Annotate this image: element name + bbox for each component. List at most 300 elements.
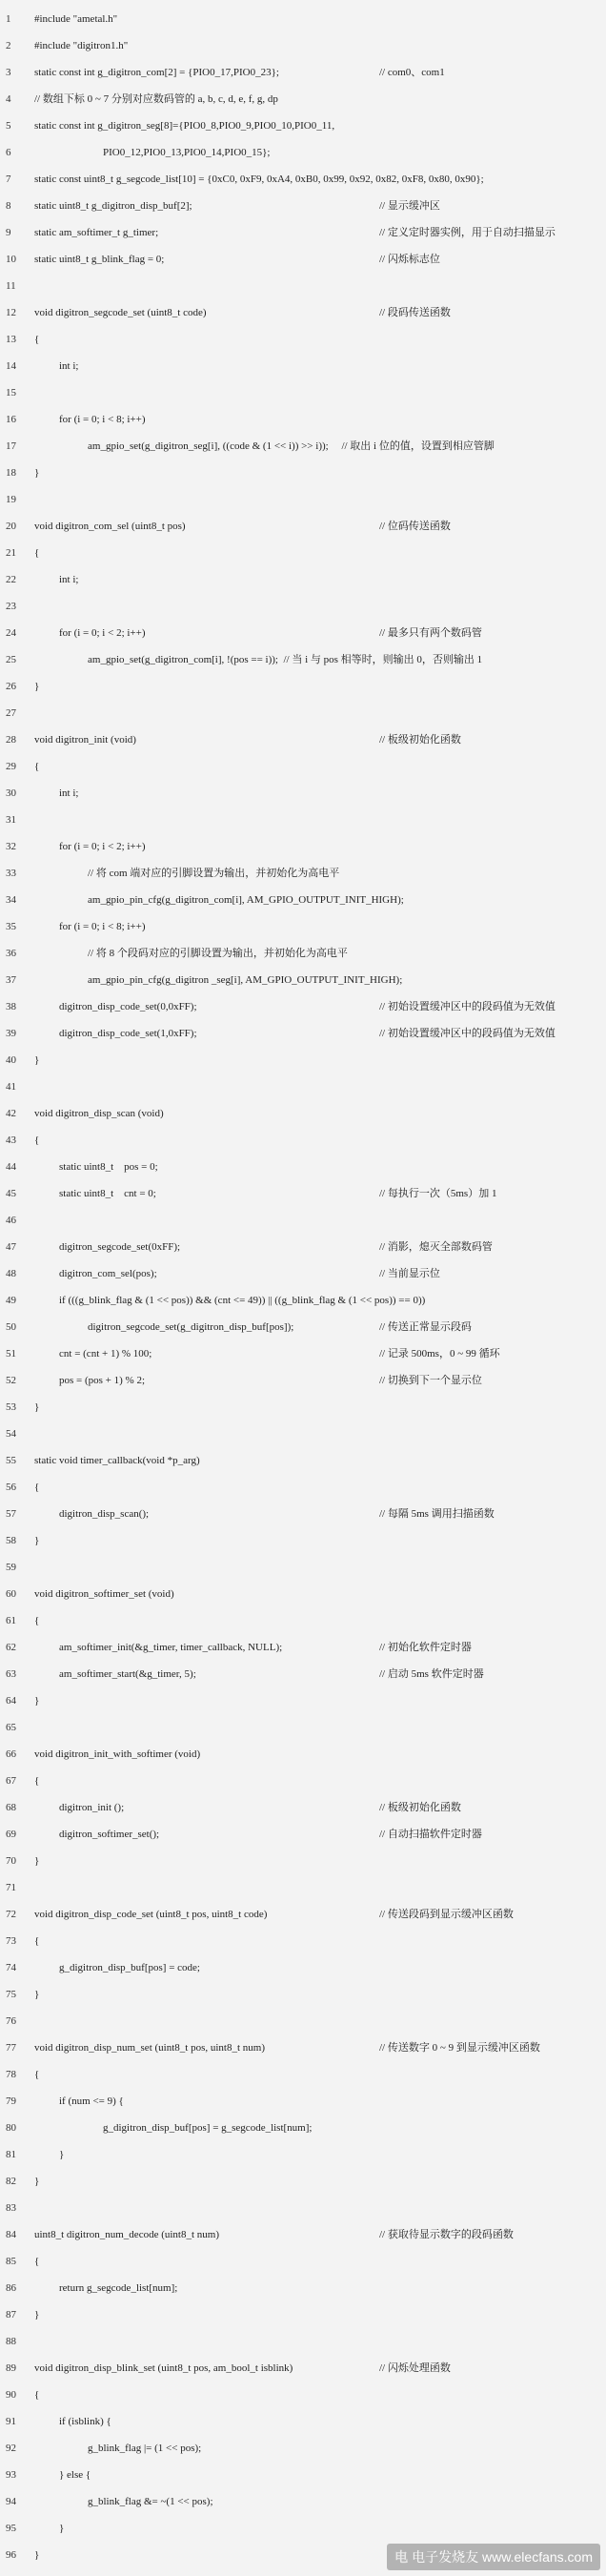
code-line <box>0 326 606 353</box>
code-comment: // 最多只有两个数码管 <box>379 627 482 639</box>
code-comment: // 传送数字 0 ~ 9 到显示缓冲区函数 <box>379 2042 540 2054</box>
code-text: for (i = 0; i < 8; i++) <box>59 414 146 425</box>
line-number: 89 <box>6 2362 16 2374</box>
code-text: // 数组下标 0 ~ 7 分别对应数码管的 a, b, c, d, e, f, g, dp <box>34 93 278 105</box>
code-line <box>0 193 606 219</box>
code-line <box>0 1367 606 1394</box>
code-line <box>0 2355 606 2382</box>
line-number: 67 <box>6 1775 16 1787</box>
line-number: 16 <box>6 414 16 425</box>
line-number: 68 <box>6 1802 16 1813</box>
code-comment: // 记录 500ms，0 ~ 99 循环 <box>379 1348 500 1360</box>
code-text: } <box>34 1989 40 2000</box>
code-line <box>0 112 606 139</box>
line-number: 58 <box>6 1535 16 1546</box>
code-line <box>0 1154 606 1180</box>
line-number: 44 <box>6 1161 16 1173</box>
code-comment: // 消影，熄灭全部数码管 <box>379 1241 493 1253</box>
code-line <box>0 593 606 620</box>
code-line <box>0 833 606 860</box>
code-text: static const uint8_t g_segcode_list[10] = {0xC0, 0xF9, 0xA4, 0xB0, 0x99, 0x92, 0x82, 0xF8, 0x80, 0x90}; <box>34 174 484 185</box>
line-number: 25 <box>6 654 16 665</box>
code-line <box>0 59 606 86</box>
code-line <box>0 1768 606 1794</box>
code-line <box>0 1661 606 1687</box>
code-text: } <box>59 2523 65 2534</box>
code-line <box>0 433 606 460</box>
code-text: g_digitron_disp_buf[pos] = g_segcode_list[num]; <box>103 2122 313 2134</box>
code-line <box>0 1687 606 1714</box>
code-text: { <box>34 1135 40 1146</box>
code-text: // 将 com 端对应的引脚设置为输出，并初始化为高电平 <box>88 868 340 879</box>
code-text: #include "ametal.h" <box>34 13 118 25</box>
code-line <box>0 1474 606 1501</box>
code-comment: // 闪烁处理函数 <box>379 2362 451 2374</box>
code-comment: // 启动 5ms 软件定时器 <box>379 1668 484 1680</box>
code-text: void digitron_segcode_set (uint8_t code) <box>34 307 207 318</box>
code-line <box>0 2301 606 2328</box>
line-number: 95 <box>6 2523 16 2534</box>
code-line <box>0 406 606 433</box>
code-text: // 将 8 个段码对应的引脚设置为输出，并初始化为高电平 <box>88 948 348 959</box>
line-number: 76 <box>6 2015 16 2027</box>
code-text: { <box>34 761 40 772</box>
code-line <box>0 6 606 32</box>
line-number: 28 <box>6 734 16 746</box>
line-number: 6 <box>6 147 11 158</box>
code-text: g_blink_flag &= ~(1 << pos); <box>88 2496 213 2507</box>
code-text: digitron_disp_code_set(1,0xFF); <box>59 1028 197 1039</box>
code-line <box>0 2408 606 2435</box>
line-number: 32 <box>6 841 16 852</box>
code-text: } <box>34 2549 40 2561</box>
code-text: void digitron_init_with_softimer (void) <box>34 1748 201 1760</box>
code-text: } <box>34 681 40 692</box>
code-line <box>0 700 606 726</box>
code-line <box>0 246 606 273</box>
code-text: uint8_t digitron_num_decode (uint8_t num) <box>34 2229 220 2240</box>
code-text: static am_softimer_t g_timer; <box>34 227 159 238</box>
line-number: 9 <box>6 227 11 238</box>
code-text: pos = (pos + 1) % 2; <box>59 1375 146 1386</box>
code-line <box>0 967 606 993</box>
line-number: 93 <box>6 2469 16 2481</box>
code-text: } <box>34 467 40 479</box>
line-number: 86 <box>6 2282 16 2294</box>
code-line <box>0 1447 606 1474</box>
line-number: 60 <box>6 1588 16 1600</box>
line-number: 15 <box>6 387 16 399</box>
line-number: 17 <box>6 440 16 452</box>
code-text: digitron_com_sel(pos); <box>59 1268 157 1279</box>
code-comment: // 当前显示位 <box>379 1268 440 1279</box>
code-line <box>0 1794 606 1821</box>
code-line <box>0 2328 606 2355</box>
code-comment: // 每隔 5ms 调用扫描函数 <box>379 1508 495 1520</box>
code-line <box>0 379 606 406</box>
line-number: 72 <box>6 1909 16 1920</box>
line-number: 43 <box>6 1135 16 1146</box>
code-line <box>0 1821 606 1848</box>
line-number: 62 <box>6 1642 16 1653</box>
line-number: 75 <box>6 1989 16 2000</box>
code-line <box>0 273 606 299</box>
code-text: static const int g_digitron_com[2] = {PIO0_17,PIO0_23}; <box>34 67 279 78</box>
code-line <box>0 2462 606 2488</box>
code-comment: // 位码传送函数 <box>379 521 451 532</box>
code-line <box>0 2435 606 2462</box>
line-number: 56 <box>6 1482 16 1493</box>
line-number: 88 <box>6 2336 16 2347</box>
code-text: void digitron_init (void) <box>34 734 136 746</box>
line-number: 78 <box>6 2069 16 2080</box>
code-text: return g_segcode_list[num]; <box>59 2282 178 2294</box>
code-line <box>0 1741 606 1768</box>
code-line <box>0 1073 606 1100</box>
line-number: 74 <box>6 1962 16 1973</box>
code-line <box>0 1047 606 1073</box>
line-number: 96 <box>6 2549 16 2561</box>
code-text: { <box>34 1775 40 1787</box>
code-line <box>0 913 606 940</box>
line-number: 77 <box>6 2042 16 2054</box>
code-comment: // 显示缓冲区 <box>379 200 440 212</box>
code-line <box>0 646 606 673</box>
code-line <box>0 2382 606 2408</box>
line-number: 22 <box>6 574 16 585</box>
line-number: 41 <box>6 1081 16 1093</box>
line-number: 39 <box>6 1028 16 1039</box>
code-comment: // 初始化软件定时器 <box>379 1642 472 1653</box>
line-number: 65 <box>6 1722 16 1733</box>
line-number: 50 <box>6 1321 16 1333</box>
code-line <box>0 1287 606 1314</box>
code-text: am_gpio_pin_cfg(g_digitron_com[i], AM_GPIO_OUTPUT_INIT_HIGH); <box>88 894 404 906</box>
line-number: 31 <box>6 814 16 826</box>
line-number: 20 <box>6 521 16 532</box>
code-text: } <box>34 2176 40 2187</box>
line-number: 36 <box>6 948 16 959</box>
code-text: int i; <box>59 787 79 799</box>
line-number: 53 <box>6 1401 16 1413</box>
line-number: 11 <box>6 280 16 292</box>
code-text: } <box>34 1855 40 1867</box>
code-text: } <box>34 1054 40 1066</box>
code-line <box>0 1234 606 1260</box>
code-text: void digitron_disp_blink_set (uint8_t pos, am_bool_t isblink) <box>34 2362 293 2374</box>
code-comment: // 每执行一次（5ms）加 1 <box>379 1188 497 1199</box>
code-line <box>0 753 606 780</box>
code-line <box>0 1581 606 1607</box>
line-number: 61 <box>6 1615 16 1626</box>
code-line <box>0 86 606 112</box>
code-line <box>0 673 606 700</box>
code-text: for (i = 0; i < 8; i++) <box>59 921 146 932</box>
code-line <box>0 1340 606 1367</box>
code-line <box>0 353 606 379</box>
line-number: 26 <box>6 681 16 692</box>
code-line <box>0 807 606 833</box>
line-number: 8 <box>6 200 11 212</box>
line-number: 5 <box>6 120 11 132</box>
line-number: 12 <box>6 307 16 318</box>
code-line <box>0 2221 606 2248</box>
line-number: 85 <box>6 2256 16 2267</box>
code-text: am_softimer_start(&g_timer, 5); <box>59 1668 196 1680</box>
code-text: digitron_disp_code_set(0,0xFF); <box>59 1001 197 1012</box>
line-number: 19 <box>6 494 16 505</box>
code-text: digitron_segcode_set(g_digitron_disp_buf[pos]); <box>88 1321 294 1333</box>
code-line <box>0 1901 606 1928</box>
code-text: if (num <= 9) { <box>59 2096 124 2107</box>
code-text: am_softimer_init(&g_timer, timer_callback, NULL); <box>59 1642 283 1653</box>
line-number: 87 <box>6 2309 16 2320</box>
line-number: 57 <box>6 1508 16 1520</box>
code-line <box>0 1127 606 1154</box>
code-line <box>0 2275 606 2301</box>
code-line <box>0 2061 606 2088</box>
code-line <box>0 2515 606 2542</box>
code-line <box>0 940 606 967</box>
code-text: am_gpio_set(g_digitron_com[i], !(pos == i)); // 当 i 与 pos 相等时，则输出 0，否则输出 1 <box>88 654 483 665</box>
code-comment: // 自动扫描软件定时器 <box>379 1829 482 1840</box>
code-line <box>0 1714 606 1741</box>
line-number: 30 <box>6 787 16 799</box>
line-number: 73 <box>6 1935 16 1947</box>
line-number: 40 <box>6 1054 16 1066</box>
line-number: 35 <box>6 921 16 932</box>
code-line <box>0 1260 606 1287</box>
line-number: 82 <box>6 2176 16 2187</box>
code-line <box>0 299 606 326</box>
code-text: void digitron_disp_code_set (uint8_t pos, uint8_t code) <box>34 1909 268 1920</box>
line-number: 42 <box>6 1108 16 1119</box>
code-line <box>0 2088 606 2115</box>
code-comment: // 获取待显示数字的段码函数 <box>379 2229 514 2240</box>
code-line <box>0 2141 606 2168</box>
line-number: 54 <box>6 1428 16 1440</box>
line-number: 4 <box>6 93 11 105</box>
code-line <box>0 2488 606 2515</box>
line-number: 3 <box>6 67 11 78</box>
code-text: } <box>34 2309 40 2320</box>
code-text: } <box>59 2149 65 2160</box>
code-line <box>0 1394 606 1421</box>
code-line <box>0 219 606 246</box>
code-text: for (i = 0; i < 2; i++) <box>59 841 146 852</box>
code-text: static uint8_t g_digitron_disp_buf[2]; <box>34 200 192 212</box>
code-line <box>0 166 606 193</box>
code-text: int i; <box>59 360 79 372</box>
code-text: static void timer_callback(void *p_arg) <box>34 1455 200 1466</box>
code-text: static uint8_t g_blink_flag = 0; <box>34 254 165 265</box>
line-number: 66 <box>6 1748 16 1760</box>
code-comment: // 定义定时器实例，用于自动扫描显示 <box>379 227 556 238</box>
code-comment: // 板级初始化函数 <box>379 1802 461 1813</box>
code-text: { <box>34 1615 40 1626</box>
code-comment: // 闪烁标志位 <box>379 254 440 265</box>
watermark-text: 电子发烧友 www.elecfans.com <box>412 2549 593 2565</box>
code-line <box>0 2195 606 2221</box>
code-comment: // 传送段码到显示缓冲区函数 <box>379 1909 514 1920</box>
watermark-mark-icon: 电 <box>394 2549 409 2565</box>
code-line <box>0 139 606 166</box>
code-line <box>0 1954 606 1981</box>
code-line <box>0 1981 606 2008</box>
line-number: 90 <box>6 2389 16 2401</box>
line-number: 27 <box>6 707 16 719</box>
code-comment: // 初始设置缓冲区中的段码值为无效值 <box>379 1028 556 1039</box>
line-number: 29 <box>6 761 16 772</box>
line-number: 23 <box>6 601 16 612</box>
code-line <box>0 2248 606 2275</box>
line-number: 79 <box>6 2096 16 2107</box>
line-number: 46 <box>6 1215 16 1226</box>
code-line <box>0 1634 606 1661</box>
code-line <box>0 1874 606 1901</box>
code-line <box>0 1314 606 1340</box>
code-text: cnt = (cnt + 1) % 100; <box>59 1348 152 1360</box>
code-text: for (i = 0; i < 2; i++) <box>59 627 146 639</box>
code-comment: // 段码传送函数 <box>379 307 451 318</box>
line-number: 10 <box>6 254 16 265</box>
code-text: static uint8_t cnt = 0; <box>59 1188 156 1199</box>
line-number: 52 <box>6 1375 16 1386</box>
line-number: 2 <box>6 40 11 51</box>
line-number: 33 <box>6 868 16 879</box>
code-line <box>0 540 606 566</box>
code-text: #include "digitron1.h" <box>34 40 129 51</box>
code-line <box>0 993 606 1020</box>
code-comment: // 切换到下一个显示位 <box>379 1375 482 1386</box>
code-text: digitron_softimer_set(); <box>59 1829 160 1840</box>
code-line <box>0 2034 606 2061</box>
line-number: 47 <box>6 1241 16 1253</box>
code-text: void digitron_disp_scan (void) <box>34 1108 164 1119</box>
code-text: static const int g_digitron_seg[8]={PIO0_8,PIO0_9,PIO0_10,PIO0_11, <box>34 120 335 132</box>
code-comment: // 板级初始化函数 <box>379 734 461 746</box>
code-text: } <box>34 1401 40 1413</box>
code-line <box>0 2115 606 2141</box>
code-line <box>0 486 606 513</box>
code-text: if (isblink) { <box>59 2416 111 2427</box>
code-text: if (((g_blink_flag & (1 << pos)) && (cnt <= 49)) || ((g_blink_flag & (1 << pos)) == 0)) <box>59 1295 426 1306</box>
line-number: 69 <box>6 1829 16 1840</box>
watermark-logo <box>387 2544 600 2570</box>
code-line <box>0 1607 606 1634</box>
code-text: digitron_disp_scan(); <box>59 1508 150 1520</box>
code-text: { <box>34 2256 40 2267</box>
line-number: 83 <box>6 2202 16 2214</box>
code-text: static uint8_t pos = 0; <box>59 1161 158 1173</box>
code-text: { <box>34 2389 40 2401</box>
code-text: digitron_segcode_set(0xFF); <box>59 1241 181 1253</box>
line-number: 51 <box>6 1348 16 1360</box>
code-text: am_gpio_pin_cfg(g_digitron _seg[i], AM_GPIO_OUTPUT_INIT_HIGH); <box>88 974 403 986</box>
code-line <box>0 1020 606 1047</box>
code-line <box>0 860 606 887</box>
line-number: 38 <box>6 1001 16 1012</box>
line-number: 24 <box>6 627 16 639</box>
code-line <box>0 726 606 753</box>
line-number: 92 <box>6 2443 16 2454</box>
code-text: { <box>34 547 40 559</box>
code-text: PIO0_12,PIO0_13,PIO0_14,PIO0_15}; <box>103 147 271 158</box>
code-text: { <box>34 1482 40 1493</box>
code-line <box>0 513 606 540</box>
code-text: am_gpio_set(g_digitron_seg[i], ((code & (1 << i)) >> i)); // 取出 i 位的值，设置到相应管脚 <box>88 440 495 452</box>
code-text: int i; <box>59 574 79 585</box>
code-line <box>0 566 606 593</box>
code-comment: // 传送正常显示段码 <box>379 1321 472 1333</box>
line-number: 55 <box>6 1455 16 1466</box>
line-number: 63 <box>6 1668 16 1680</box>
line-number: 91 <box>6 2416 16 2427</box>
code-comment: // 初始设置缓冲区中的段码值为无效值 <box>379 1001 556 1012</box>
line-number: 37 <box>6 974 16 986</box>
code-line <box>0 1207 606 1234</box>
code-line <box>0 1421 606 1447</box>
line-number: 7 <box>6 174 11 185</box>
code-line <box>0 780 606 807</box>
line-number: 13 <box>6 334 16 345</box>
code-text: void digitron_com_sel (uint8_t pos) <box>34 521 186 532</box>
code-line <box>0 1928 606 1954</box>
code-text: digitron_init (); <box>59 1802 125 1813</box>
line-number: 1 <box>6 13 11 25</box>
code-line <box>0 32 606 59</box>
line-number: 81 <box>6 2149 16 2160</box>
code-text: void digitron_disp_num_set (uint8_t pos, uint8_t num) <box>34 2042 265 2054</box>
line-number: 59 <box>6 1562 16 1573</box>
code-text: g_digitron_disp_buf[pos] = code; <box>59 1962 200 1973</box>
line-number: 14 <box>6 360 16 372</box>
code-text: void digitron_softimer_set (void) <box>34 1588 174 1600</box>
code-text: } else { <box>59 2469 91 2481</box>
line-number: 48 <box>6 1268 16 1279</box>
code-line <box>0 1527 606 1554</box>
line-number: 49 <box>6 1295 16 1306</box>
line-number: 80 <box>6 2122 16 2134</box>
code-text: g_blink_flag |= (1 << pos); <box>88 2443 202 2454</box>
code-comment: // com0、com1 <box>379 67 445 78</box>
code-line <box>0 1848 606 1874</box>
line-number: 94 <box>6 2496 16 2507</box>
line-number: 84 <box>6 2229 16 2240</box>
code-line <box>0 2008 606 2034</box>
code-text: { <box>34 334 40 345</box>
code-text: { <box>34 1935 40 1947</box>
code-line <box>0 1180 606 1207</box>
code-line <box>0 1501 606 1527</box>
code-text: } <box>34 1535 40 1546</box>
code-line <box>0 1100 606 1127</box>
line-number: 70 <box>6 1855 16 1867</box>
code-line <box>0 460 606 486</box>
line-number: 34 <box>6 894 16 906</box>
line-number: 18 <box>6 467 16 479</box>
code-line <box>0 620 606 646</box>
line-number: 64 <box>6 1695 16 1707</box>
code-text: } <box>34 1695 40 1707</box>
code-text: { <box>34 2069 40 2080</box>
line-number: 21 <box>6 547 16 559</box>
code-line <box>0 1554 606 1581</box>
line-number: 45 <box>6 1188 16 1199</box>
line-number: 71 <box>6 1882 16 1893</box>
code-line <box>0 2168 606 2195</box>
code-line <box>0 887 606 913</box>
